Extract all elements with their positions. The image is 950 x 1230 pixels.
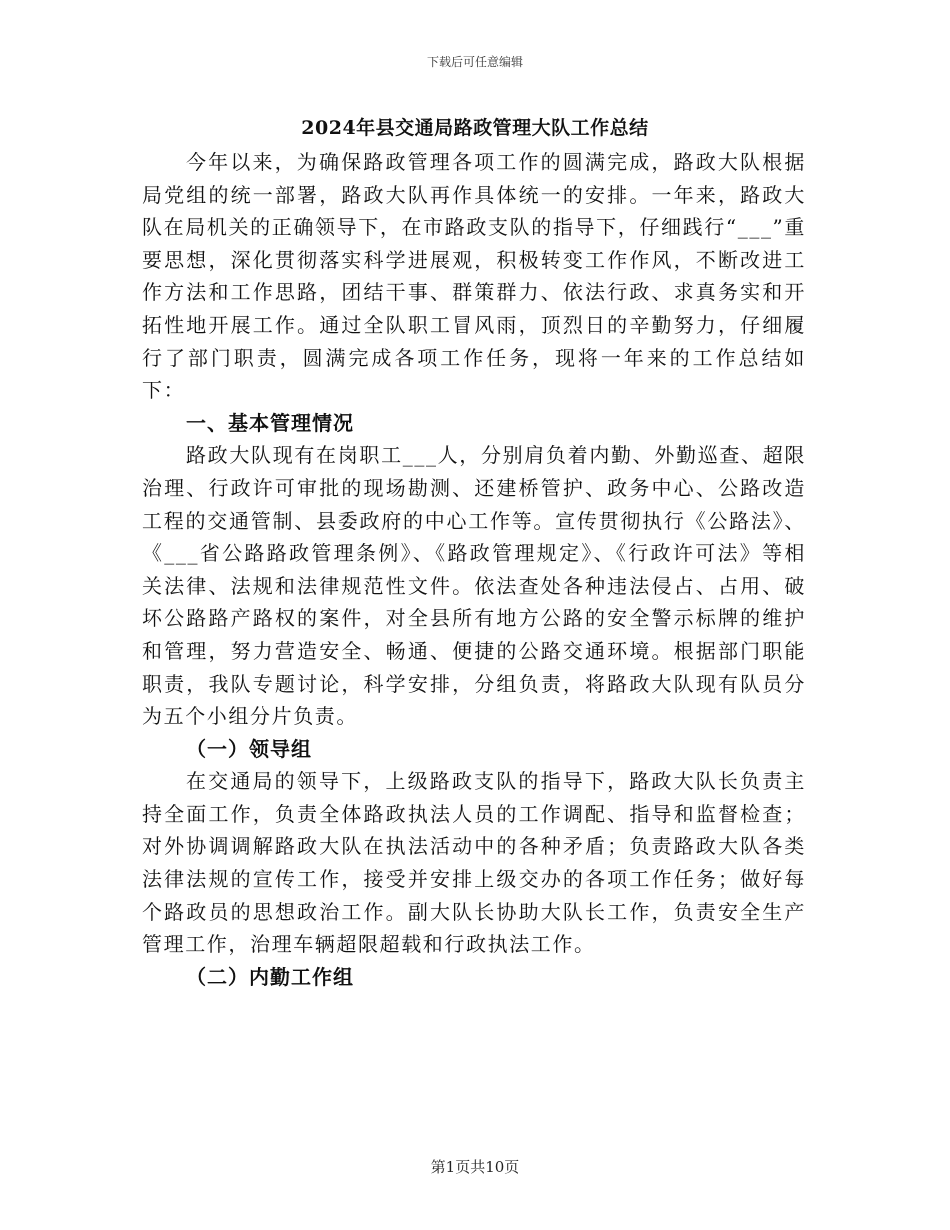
document-title: 2024年县交通局路政管理大队工作总结 (301, 117, 649, 139)
section-heading-basic-management: 一、基本管理情况 (186, 410, 354, 435)
basic-management-paragraph: 路政大队现有在岗职工___人，分别肩负着内勤、外勤巡查、超限治理、行政许可审批的现场勘测、还建桥管护、政务中心、公路改造工程的交通管制、县委政府的中心工作等。宣传贯彻执行《公路法》、《___省公路路政管理条例》、《路政管理规定》、《行政许可法》等相关法律、法规和法律规范性文件。依法查处各种违法侵占、占用、破坏公路路产路权的案件，对全县所有地方公路的安全警示标牌的维护和管理，努力营造安全、畅通、便捷的公路交通环境。根据部门职能职责，我队专题讨论，科学安排，分组负责，将路政大队现有队员分为五个小组分片负责。 (142, 443, 806, 729)
subheading-internal-affairs-group: （二）内勤工作组 (186, 964, 354, 989)
intro-paragraph: 今年以来，为确保路政管理各项工作的圆满完成，路政大队根据局党组的统一部署，路政大队再作具体统一的安排。一年来，路政大队在局机关的正确领导下，在市路政支队的指导下，仔细践行“___”重要思想，深化贯彻落实科学进展观，积极转变工作作风，不断改进工作方法和工作思路，团结干事、群策群力、依法行政、求真务实和开拓性地开展工作。通过全队职工冒风雨，顶烈日的辛勤努力，仔细履行了部门职责，圆满完成各项工作任务，现将一年来的工作总结如下： (142, 150, 806, 403)
page-footer: 第1页共10页 (430, 1158, 520, 1176)
leadership-group-paragraph: 在交通局的领导下，上级路政支队的指导下，路政大队长负责主持全面工作，负责全体路政执法人员的工作调配、指导和监督检查；对外协调调解路政大队在执法活动中的各种矛盾；负责路政大队各类法律法规的宣传工作，接受并安排上级交办的各项工作任务；做好每个路政员的思想政治工作。副大队长协助大队长工作，负责安全生产管理工作，治理车辆超限超载和行政执法工作。 (142, 769, 806, 957)
subheading-leadership-group: （一）领导组 (186, 736, 312, 761)
document-body (142, 146, 806, 993)
header-note: 下载后可任意编辑 (426, 55, 523, 69)
